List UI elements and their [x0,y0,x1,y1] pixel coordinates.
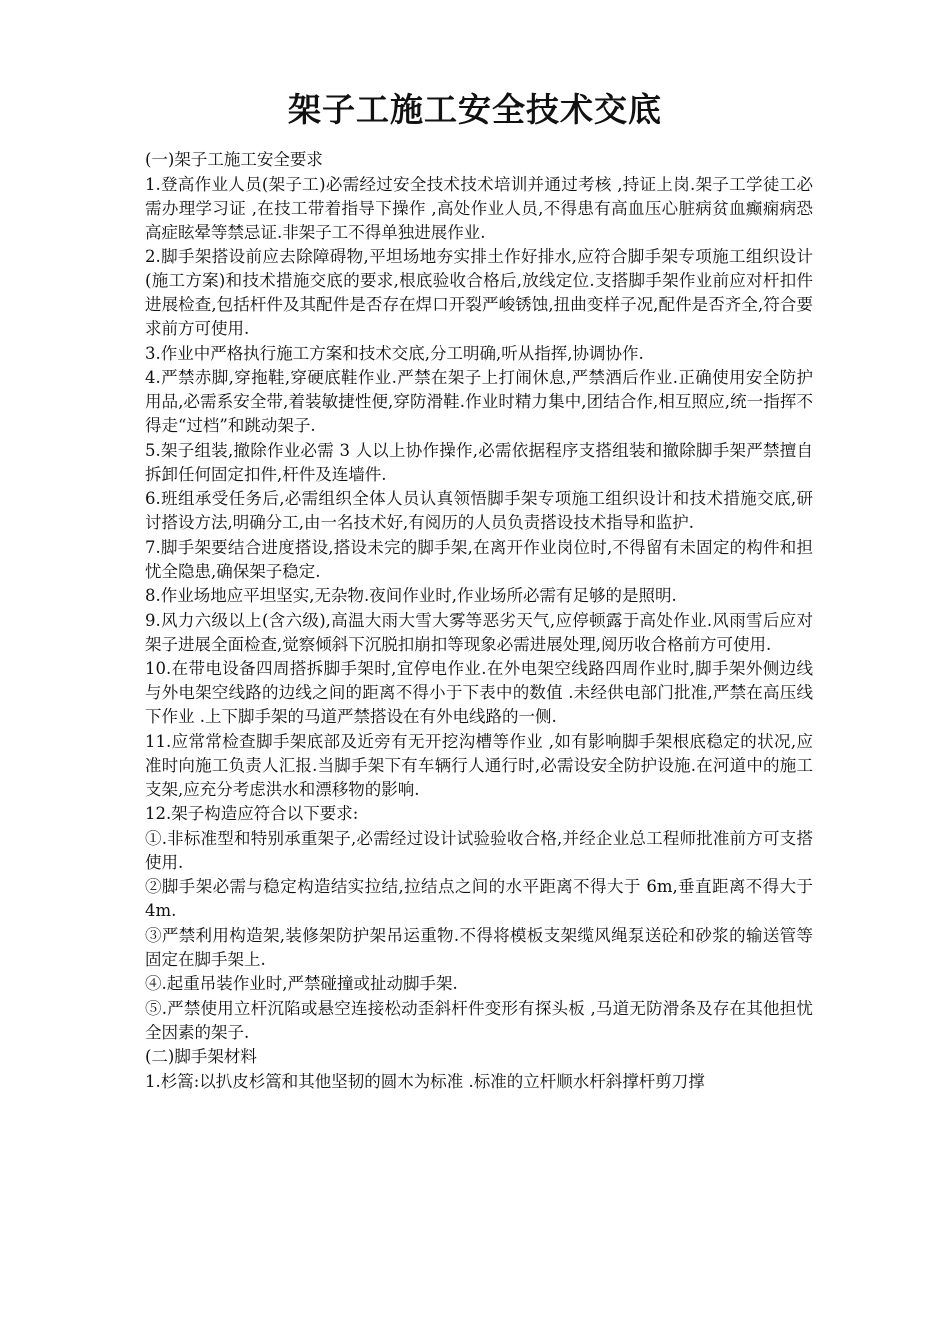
section-heading-2: (二)脚手架材料 [145,1047,257,1066]
paragraph-materials-1: 1.杉篙:以扒皮杉篙和其他坚韧的圆木为标准 .标准的立杆顺水杆斜撑杆剪刀撑 [145,1071,705,1091]
sub-item-3: ③严禁利用构造架,装修架防护架吊运重物.不得将模板支架缆风绳泵送砼和砂浆的输送管等固定在脚手架上. [145,925,813,969]
paragraph-8: 8.作业场地应平坦坚实,无杂物.夜间作业时,作业场所必需有足够的是照明. [145,586,677,605]
sub-item-2: ②脚手架必需与稳定构造结实拉结,拉结点之间的水平距离不得大于 6m,垂直距离不得大于 4m. [145,877,813,920]
sub-item-4: ④.起重吊装作业时,严禁碰撞或扯动脚手架. [145,974,458,993]
document-body [145,148,813,1094]
section-heading-1: (一)架子工施工安全要求 [145,150,323,169]
paragraph-2: 2.脚手架搭设前应去除障碍物,平坦场地夯实排土作好排水,应符合脚手架专项施工组织设计(施工方案)和技术措施交底的要求,根底验收合格后,放线定位.支搭脚手架作业前应对杆扣件进展检查,包括杆件及其配件是否存在焊口开裂严峻锈蚀,扭曲变样子况,配件是否齐全,符合要求前方可使用. [145,247,813,338]
paragraph-7: 7.脚手架要结合进度搭设,搭设未完的脚手架,在离开作业岗位时,不得留有未固定的构件和担忧全隐患,确保架子稳定. [145,537,813,581]
paragraph-12: 12.架子构造应符合以下要求: [145,804,359,823]
paragraph-1: 1.登高作业人员(架子工)必需经过安全技术技术培训并通过考核 ,持证上岗.架子工学徒工必需办理学习证 ,在技工带着指导下操作 ,高处作业人员,不得患有高血压心脏病贫血癫痫病恐高症眩晕等禁忌证.非架子工不得单独进展作业. [145,174,813,242]
paragraph-3: 3.作业中严格执行施工方案和技术交底,分工明确,听从指挥,协调协作. [145,343,644,363]
paragraph-6: 6.班组承受任务后,必需组织全体人员认真领悟脚手架专项施工组织设计和技术措施交底,研讨搭设方法,明确分工,由一名技术好,有阅历的人员负责搭设技术指导和监护. [145,489,813,532]
paragraph-4: 4.严禁赤脚,穿拖鞋,穿硬底鞋作业.严禁在架子上打闹休息,严禁酒后作业.正确使用安全防护用品,必需系安全带,着装敏捷性便,穿防滑鞋.作业时精力集中,团结合作,相互照应,统一指挥不得走“过档”和跳动架子. [145,368,813,435]
paragraph-10: 10.在带电设备四周搭拆脚手架时,宜停电作业.在外电架空线路四周作业时,脚手架外侧边线与外电架空线路的边线之间的距离不得小于下表中的数值 .未经供电部门批准,严禁在高压线下作业 .上下脚手架的马道严禁搭设在有外电线路的一侧. [145,659,813,726]
paragraph-11: 11.应常常检查脚手架底部及近旁有无开挖沟槽等作业 ,如有影响脚手架根底稳定的状况,应准时向施工负责人汇报.当脚手架下有车辆行人通行时,必需设安全防护设施.在河道中的施工支架,应充分考虑洪水和漂移物的影响. [145,731,813,799]
sub-item-5: ⑤.严禁使用立杆沉陷或悬空连接松动歪斜杆件变形有探头板 ,马道无防滑条及存在其他担忧全因素的架子. [145,998,813,1042]
paragraph-9: 9.风力六级以上(含六级),高温大雨大雪大雾等恶劣天气,应停顿露于高处作业.风雨雪后应对架子进展全面检查,觉察倾斜下沉脱扣崩扣等现象必需进展处理,阅历收合格前方可使用. [145,610,813,654]
paragraph-5: 5.架子组装,撤除作业必需 3 人以上协作操作,必需依据程序支搭组装和撤除脚手架严禁擅自拆卸任何固定扣件,杆件及连墙件. [145,440,813,484]
document-title: 架子工施工安全技术交底 [288,90,662,129]
sub-item-1: ①.非标准型和特别承重架子,必需经过设计试验验收合格,并经企业总工程师批准前方可支搭使用. [145,828,813,872]
